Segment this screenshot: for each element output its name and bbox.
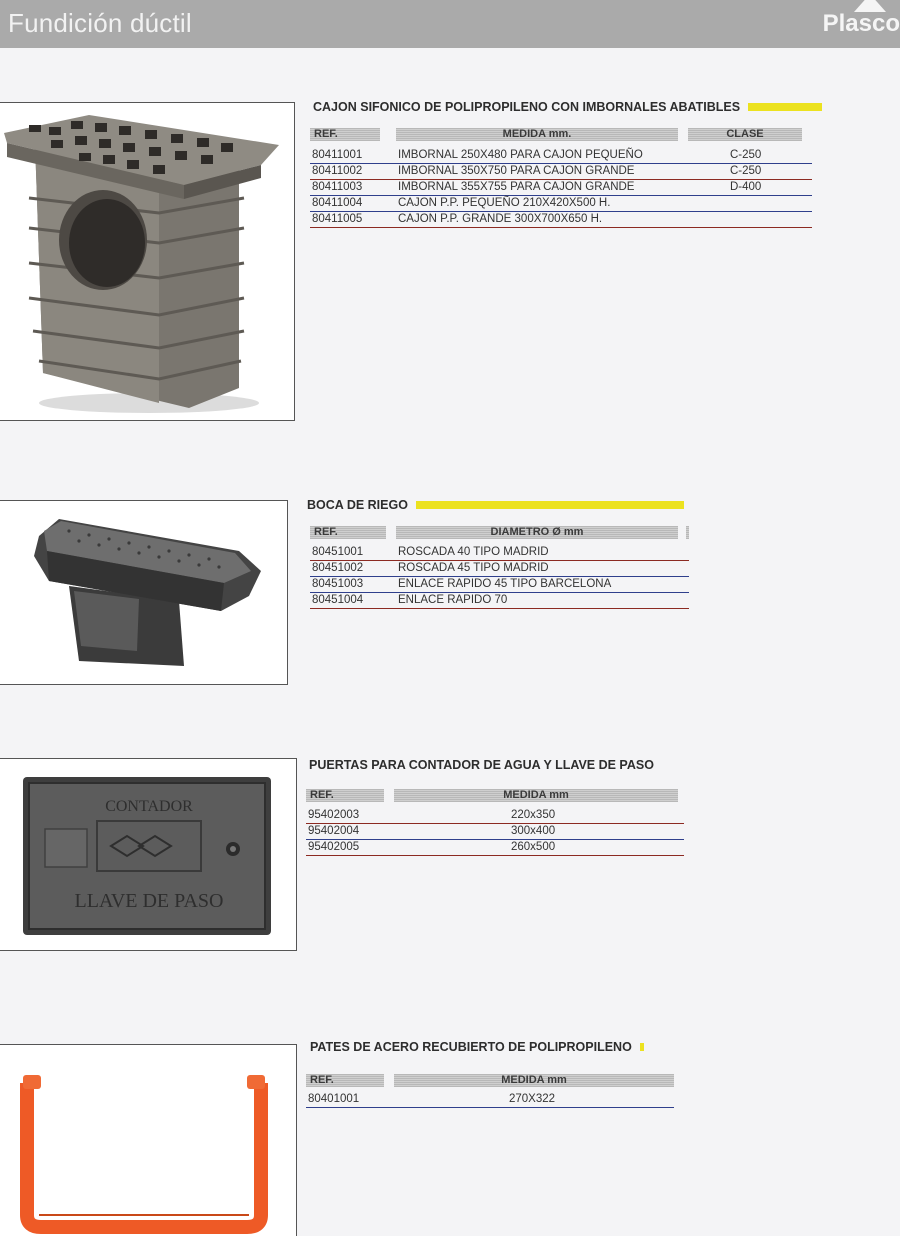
brand-logo: Plasco [822,10,900,37]
page-header [0,0,900,48]
cajon-sifonico-photo [0,102,295,421]
section-title-cajon: CAJON SIFONICO DE POLIPROPILENO CON IMBORNALES ABATIBLES [313,100,822,114]
table-row: 80411001 IMBORNAL 250X480 PARA CAJON PEQUEÑO C-250 [310,148,812,164]
row-rule [306,855,684,856]
meter-door-bottom-text: LLAVE DE PASO [74,890,224,912]
row-rule [310,608,689,609]
table-row: 80451004 ENLACE RAPIDO 70 [310,593,689,609]
table-row: 80401001 270X322 [306,1092,674,1108]
table-header-medida: MEDIDA mm [394,1074,674,1087]
table-header-filler [686,526,689,539]
table-row: 95402005 260x500 [306,840,684,856]
table-row: 80411004 CAJON P.P. PEQUEÑO 210X420X500 H. [310,196,812,212]
table-header-diametro: DIAMETRO Ø mm [396,526,678,539]
page-title: Fundición dúctil [8,8,192,38]
yellow-accent-bar [748,103,822,111]
table-header-ref: REF. [306,1074,384,1087]
table-row: 80451002 ROSCADA 45 TIPO MADRID [310,561,689,577]
table-row: 95402004 300x400 [306,824,684,840]
section-title-pates: PATES DE ACERO RECUBIERTO DE POLIPROPILENO [310,1040,644,1054]
yellow-accent-bar [416,501,684,509]
table-row: 80411005 CAJON P.P. GRANDE 300X700X650 H. [310,212,812,228]
section-title-puertas: PUERTAS PARA CONTADOR DE AGUA Y LLAVE DE PASO [309,758,654,772]
table-header-ref: REF. [310,128,380,141]
table-header-ref: REF. [310,526,386,539]
table-header-clase: CLASE [688,128,802,141]
table-row: 80451003 ENLACE RAPIDO 45 TIPO BARCELONA [310,577,689,593]
pates-photo [0,1044,297,1236]
table-row: 80451001 ROSCADA 40 TIPO MADRID [310,545,689,561]
boca-de-riego-photo [0,500,288,685]
row-rule [306,1107,674,1108]
table-header-ref: REF. [306,789,384,802]
table-header-medida: MEDIDA mm. [396,128,678,141]
row-rule [310,227,812,228]
table-header-medida: MEDIDA mm [394,789,678,802]
section-title-boca-riego: BOCA DE RIEGO [307,498,684,512]
table-row: 80411002 IMBORNAL 350X750 PARA CAJON GRANDE C-250 [310,164,812,180]
table-row: 80411003 IMBORNAL 355X755 PARA CAJON GRANDE D-400 [310,180,812,196]
yellow-accent-bar [640,1043,644,1051]
puerta-contador-photo [0,758,297,951]
table-row: 95402003 220x350 [306,808,684,824]
meter-door-top-text: CONTADOR [105,798,193,815]
